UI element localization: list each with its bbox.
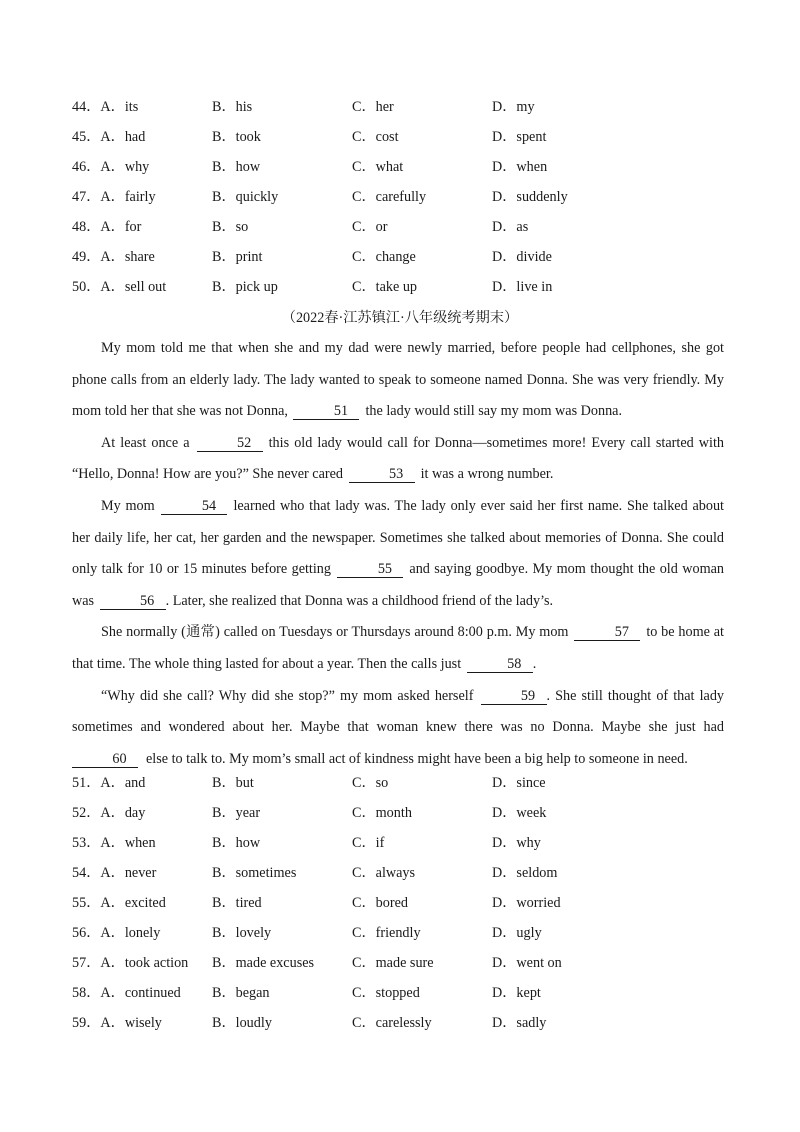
- option-b: B．so: [212, 219, 249, 235]
- option-d: D．went on: [492, 955, 562, 971]
- paragraph-3: My mom 54 learned who that lady was. The lady only ever said her first name. She talked about her daily life, her cat, her garden and the newspaper. Sometimes she talked about memories of Donna. She could only talk for 10 or 15 minutes before getting 55 and saying goodbye. My mom thought the old woman was 56 . Later, she realized that Donna was a childhood friend of the lady’s.: [72, 497, 724, 609]
- blank-51[interactable]: 51: [293, 403, 359, 420]
- option-row-58: [0, 982, 800, 1004]
- option-a: 48．A．for: [72, 219, 142, 235]
- option-a: 55．A．excited: [72, 895, 166, 911]
- option-c: C．made sure: [352, 955, 434, 971]
- option-b: B．began: [212, 985, 270, 1001]
- option-a: 49．A．share: [72, 249, 155, 265]
- option-row-47: [0, 186, 800, 208]
- paragraph-2: At least once a 52 this old lady would call for Donna—sometimes more! Every call started with “Hello, Donna! How are you?” She never cared 53 it was a wrong number.: [72, 434, 725, 483]
- option-a: 44．A．its: [72, 99, 139, 115]
- option-a: 56．A．lonely: [72, 925, 161, 941]
- source-heading: （2022春·江苏镇江·八年级统考期末）: [281, 310, 519, 326]
- option-a: 54．A．never: [72, 865, 157, 881]
- option-a: 50．A．sell out: [72, 279, 167, 295]
- option-row-46: [0, 156, 800, 178]
- option-c: C．what: [352, 159, 404, 175]
- option-c: C．take up: [352, 279, 418, 295]
- blank-60[interactable]: 60: [72, 751, 138, 768]
- option-d: D．week: [492, 805, 547, 821]
- blank-59[interactable]: 59: [481, 688, 547, 705]
- option-b: B．tired: [212, 895, 262, 911]
- reading-passage: [72, 333, 724, 775]
- option-d: D．sadly: [492, 1015, 547, 1031]
- option-b: B．loudly: [212, 1015, 272, 1031]
- option-b: B．lovely: [212, 925, 272, 941]
- option-d: D．worried: [492, 895, 561, 911]
- option-row-57: [0, 952, 800, 974]
- option-d: D．when: [492, 159, 548, 175]
- option-c: C．bored: [352, 895, 408, 911]
- option-b: B．quickly: [212, 189, 279, 205]
- option-d: D．spent: [492, 129, 547, 145]
- blank-52[interactable]: 52: [197, 435, 263, 452]
- option-b: B．took: [212, 129, 261, 145]
- option-c: C．her: [352, 99, 394, 115]
- option-d: D．live in: [492, 279, 553, 295]
- option-d: D．since: [492, 775, 546, 791]
- option-c: C．friendly: [352, 925, 421, 941]
- option-b: B．how: [212, 835, 261, 851]
- option-c: C．month: [352, 805, 412, 821]
- option-c: C．carelessly: [352, 1015, 432, 1031]
- option-b: B．print: [212, 249, 263, 265]
- blank-58[interactable]: 58: [467, 656, 533, 673]
- option-a: 46．A．why: [72, 159, 150, 175]
- option-row-44: [0, 96, 800, 118]
- option-a: 58．A．continued: [72, 985, 181, 1001]
- paragraph-1: My mom told me that when she and my dad were newly married, before people had cellphones, she got phone calls from an elderly lady. The lady wanted to speak to someone named Donna. She was very friendly. My mom told her that she was not Donna, 51 the lady would still say my mom was Donna.: [72, 340, 724, 420]
- option-d: D．seldom: [492, 865, 558, 881]
- option-a: 47．A．fairly: [72, 189, 156, 205]
- option-row-56: [0, 922, 800, 944]
- blank-53[interactable]: 53: [349, 466, 415, 483]
- option-c: C．cost: [352, 129, 399, 145]
- blank-55[interactable]: 55: [337, 561, 403, 578]
- paragraph-5: “Why did she call? Why did she stop?” my mom asked herself 59 . She still thought of that lady sometimes and wondered about her. Maybe that woman knew there was no Donna. Maybe she just had 60 else to talk to. My mom’s small act of kindness might have been a big help to someone in need.: [72, 687, 725, 767]
- option-a: 53．A．when: [72, 835, 156, 851]
- option-b: B．but: [212, 775, 254, 791]
- option-d: D．divide: [492, 249, 552, 265]
- option-c: C．or: [352, 219, 388, 235]
- option-b: B．how: [212, 159, 261, 175]
- option-row-45: [0, 126, 800, 148]
- option-row-52: [0, 802, 800, 824]
- option-row-59: [0, 1012, 800, 1034]
- option-c: C．if: [352, 835, 385, 851]
- option-c: C．always: [352, 865, 416, 881]
- option-d: D．suddenly: [492, 189, 568, 205]
- option-c: C．so: [352, 775, 389, 791]
- option-row-55: [0, 892, 800, 914]
- option-row-48: [0, 216, 800, 238]
- option-d: D．as: [492, 219, 529, 235]
- option-d: D．ugly: [492, 925, 542, 941]
- option-row-51: [0, 772, 800, 794]
- option-b: B．sometimes: [212, 865, 297, 881]
- option-b: B．made excuses: [212, 955, 315, 971]
- option-d: D．why: [492, 835, 541, 851]
- option-a: 52．A．day: [72, 805, 146, 821]
- option-b: B．his: [212, 99, 253, 115]
- option-b: B．year: [212, 805, 261, 821]
- option-c: C．stopped: [352, 985, 420, 1001]
- option-d: D．kept: [492, 985, 541, 1001]
- option-row-49: [0, 246, 800, 268]
- blank-57[interactable]: 57: [574, 624, 640, 641]
- option-a: 59．A．wisely: [72, 1015, 162, 1031]
- option-row-50: [0, 276, 800, 298]
- blank-54[interactable]: 54: [161, 498, 227, 515]
- option-c: C．carefully: [352, 189, 427, 205]
- option-b: B．pick up: [212, 279, 278, 295]
- option-a: 51．A．and: [72, 775, 146, 791]
- option-a: 45．A．had: [72, 129, 146, 145]
- option-c: C．change: [352, 249, 416, 265]
- option-a: 57．A．took action: [72, 955, 189, 971]
- option-row-53: [0, 832, 800, 854]
- option-row-54: [0, 862, 800, 884]
- paragraph-4: She normally (通常) called on Tuesdays or Thursdays around 8:00 p.m. My mom 57 to be home at that time. The whole thing lasted for about a year. Then the calls just 58 .: [72, 624, 724, 672]
- blank-56[interactable]: 56: [100, 593, 166, 610]
- option-d: D．my: [492, 99, 535, 115]
